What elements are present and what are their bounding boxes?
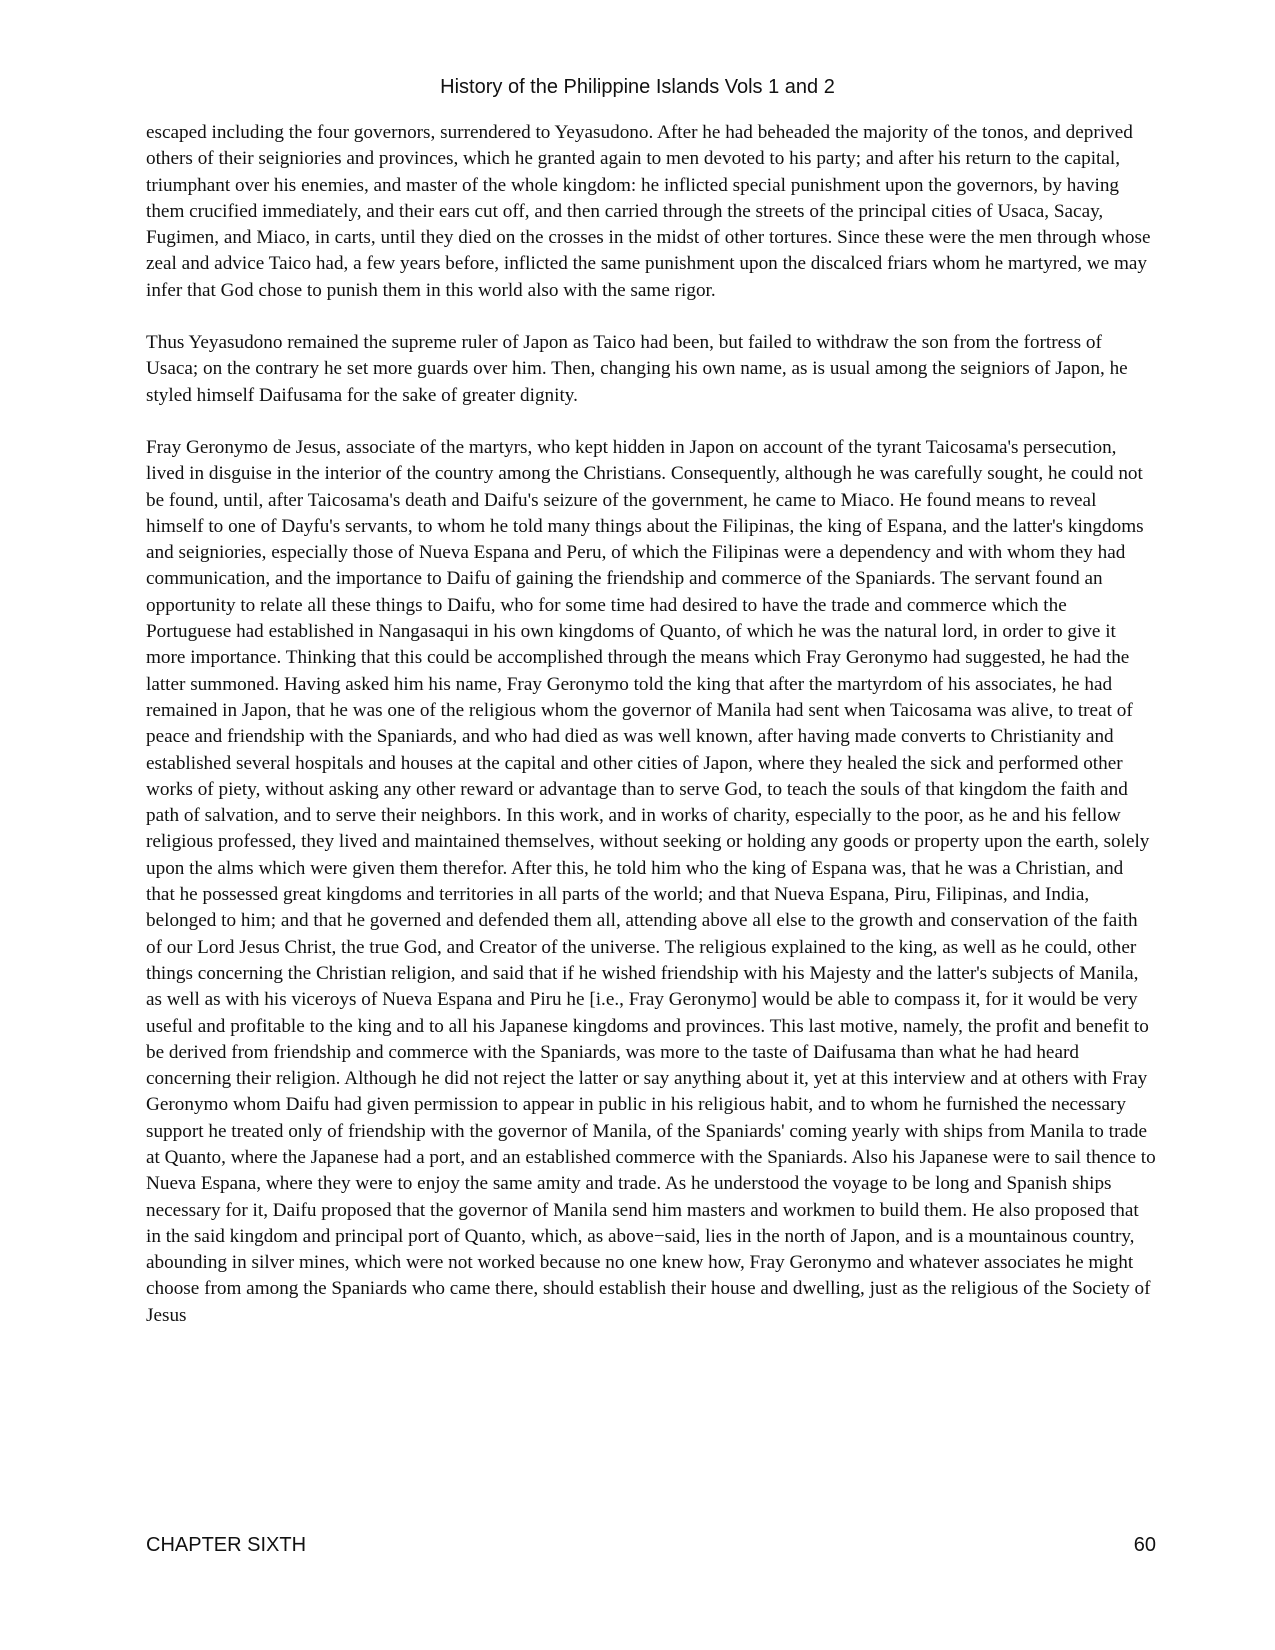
paragraph-2: Thus Yeyasudono remained the supreme ruler of Japon as Taico had been, but failed to withdraw the son from the fortress of Usaca; on the contrary he set more guards over him. Then, changing his own name, as is usual among the seigniors of Japon, he styled himself Daifusama for the sake of greater dignity. xyxy=(146,332,1128,406)
body-text xyxy=(146,120,1156,1355)
page-number: 60 xyxy=(1133,1534,1156,1556)
paragraph-3: Fray Geronymo de Jesus, associate of the martyrs, who kept hidden in Japon on account of the tyrant Taicosama's persecution, lived in disguise in the interior of the country among the Christians. Consequently, although he was carefully sought, he could not be found, until, after Taicosama's death and Daifu's seizure of the government, he came to Miaco. He found means to reveal himself to one of Dayfu's servants, to whom he told many things about the Filipinas, the king of Espana, and the latter's kingdoms and seigniories, especially those of Nueva Espana and Peru, of which the Filipinas were a dependency and with whom they had communication, and the importance to Daifu of gaining the friendship and commerce of the Spaniards. The servant found an opportunity to relate all these things to Daifu, who for some time had desired to have the trade and commerce which the Portuguese had established in Nangasaqui in his own kingdoms of Quanto, of which he was the natural lord, in order to give it more importance. Thinking that this could be accomplished through the means which Fray Geronymo had suggested, he had the latter summoned. Having asked him his name, Fray Geronymo told the king that after the martyrdom of his associates, he had remained in Japon, that he was one of the religious whom the governor of Manila had sent when Taicosama was alive, to treat of peace and friendship with the Spaniards, and who had died as was well known, after having made converts to Christianity and established several hospitals and houses at the capital and other cities of Japon, where they healed the sick and performed other works of piety, without asking any other reward or advantage than to serve God, to teach the souls of that kingdom the faith and path of salvation, and to serve their neighbors. In this work, and in works of charity, especially to the poor, as he and his fellow religious professed, they lived and maintained themselves, without seeking or holding any goods or property upon the earth, solely upon the alms which were given them therefor. After this, he told him who the king of Espana was, that he was a Christian, and that he possessed great kingdoms and territories in all parts of the world; and that Nueva Espana, Piru, Filipinas, and India, belonged to him; and that he governed and defended them all, attending above all else to the growth and conservation of the faith of our Lord Jesus Christ, the true God, and Creator of the universe. The religious explained to the king, as well as he could, other things concerning the Christian religion, and said that if he wished friendship with his Majesty and the latter's subjects of Manila, as well as with his viceroys of Nueva Espana and Piru he [i.e., Fray Geronymo] would be able to compass it, for it would be very useful and profitable to the king and to all his Japanese kingdoms and provinces. This last motive, namely, the profit and benefit to be derived from friendship and commerce with the Spaniards, was more to the taste of Daifusama than what he had heard concerning their religion. Although he did not reject the latter or say anything about it, yet at this interview and at others with Fray Geronymo whom Daifu had given permission to appear in public in his religious habit, and to whom he furnished the necessary support he treated only of friendship with the governor of Manila, of the Spaniards' coming yearly with ships from Manila to trade at Quanto, where the Japanese had a port, and an established commerce with the Spaniards. Also his Japanese were to sail thence to Nueva Espana, where they were to enjoy the same amity and trade. As he understood the voyage to be long and Spanish ships necessary for it, Daifu proposed that the governor of Manila send him masters and workmen to build them. He also proposed that in the said kingdom and principal port of Quanto, which, as above−said, lies in the north of Japon, and is a mountainous country, abounding in silver mines, which were not worked because no one knew how, Fray Geronymo and whatever associates he might choose from among the Spaniards who came there, should establish their house and dwelling, just as the religious of the Society of Jesus xyxy=(146,436,1156,1326)
chapter-label: CHAPTER SIXTH xyxy=(146,1534,307,1556)
running-header: History of the Philippine Islands Vols 1 and 2 xyxy=(440,76,835,98)
paragraph-1: escaped including the four governors, surrendered to Yeyasudono. After he had beheaded the majority of the tonos, and deprived others of their seigniories and provinces, which he granted again to men devoted to his party; and after his return to the capital, triumphant over his enemies, and master of the whole kingdom: he inflicted special punishment upon the governors, by having them crucified immediately, and their ears cut off, and then carried through the streets of the principal cities of Usaca, Sacay, Fugimen, and Miaco, in carts, until they died on the crosses in the midst of other tortures. Since these were the men through whose zeal and advice Taico had, a few years before, inflicted the same punishment upon the discalced friars whom he martyred, we may infer that God chose to punish them in this world also with the same rigor. xyxy=(146,122,1151,301)
